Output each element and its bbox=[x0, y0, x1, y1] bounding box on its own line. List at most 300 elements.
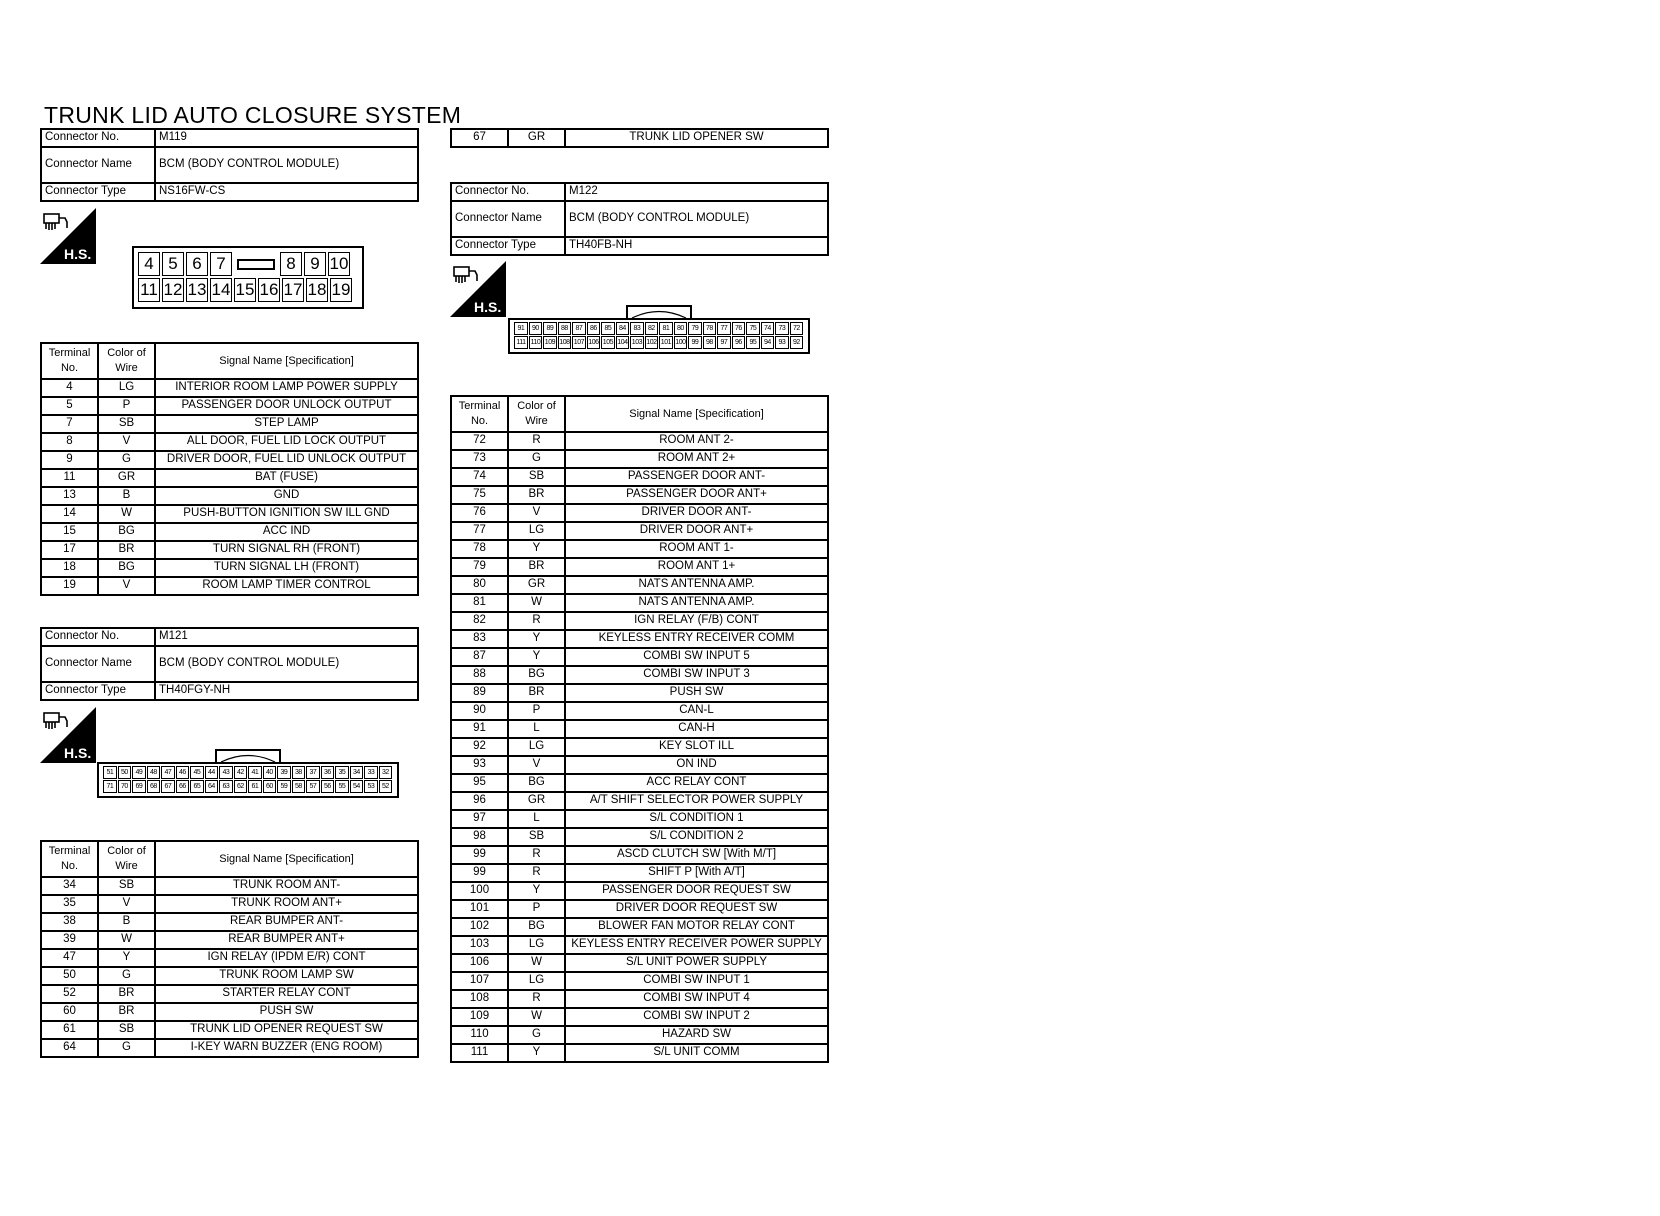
connector-pin: 63 bbox=[219, 780, 233, 793]
connector-pin: 45 bbox=[190, 766, 204, 779]
signal-name-cell: NATS ANTENNA AMP. bbox=[565, 594, 828, 612]
terminal-no-header: Terminal No. bbox=[451, 396, 508, 432]
connector-pin: 6 bbox=[186, 252, 208, 276]
connector-pin: 91 bbox=[514, 322, 528, 335]
connector-pin: 65 bbox=[190, 780, 204, 793]
signal-name-cell: KEYLESS ENTRY RECEIVER POWER SUPPLY bbox=[565, 936, 828, 954]
terminal-no-cell: 13 bbox=[41, 487, 98, 505]
connector-pin: 93 bbox=[775, 336, 789, 349]
svg-text:H.S.: H.S. bbox=[64, 745, 92, 761]
signal-name-header: Signal Name [Specification] bbox=[155, 841, 418, 877]
table-row bbox=[41, 877, 418, 895]
connector-m121-latch bbox=[215, 749, 281, 763]
connector-name-label: Connector Name bbox=[451, 201, 565, 237]
terminal-no-header: Terminal No. bbox=[41, 841, 98, 877]
terminal-no-cell: 34 bbox=[41, 877, 98, 895]
wire-color-cell: SB bbox=[98, 1021, 155, 1039]
signal-name-cell: ACC IND bbox=[155, 523, 418, 541]
connector-m122-latch bbox=[626, 305, 692, 319]
wire-color-cell: LG bbox=[508, 522, 565, 540]
connector-no-value: M121 bbox=[155, 628, 418, 646]
connector-pin: 88 bbox=[558, 322, 572, 335]
table-row bbox=[451, 504, 828, 522]
wire-color-cell: Y bbox=[508, 648, 565, 666]
signal-name-cell: GND bbox=[155, 487, 418, 505]
terminal-no-cell: 18 bbox=[41, 559, 98, 577]
connector-pin: 10 bbox=[328, 252, 350, 276]
terminal-no-cell: 11 bbox=[41, 469, 98, 487]
terminal-no-cell: 93 bbox=[451, 756, 508, 774]
wire-color-cell: LG bbox=[508, 936, 565, 954]
table-row bbox=[41, 1003, 418, 1021]
signal-name-cell: ALL DOOR, FUEL LID LOCK OUTPUT bbox=[155, 433, 418, 451]
table-row bbox=[451, 882, 828, 900]
signal-name-cell: ROOM ANT 2+ bbox=[565, 450, 828, 468]
connector-pin: 32 bbox=[379, 766, 393, 779]
wire-color-cell: G bbox=[508, 1026, 565, 1044]
table-row bbox=[451, 846, 828, 864]
wire-color-cell: B bbox=[98, 487, 155, 505]
terminal-no-cell: 9 bbox=[41, 451, 98, 469]
table-row bbox=[451, 558, 828, 576]
signal-name-cell: PASSENGER DOOR UNLOCK OUTPUT bbox=[155, 397, 418, 415]
connector-pin: 34 bbox=[350, 766, 364, 779]
connector-pin: 60 bbox=[263, 780, 277, 793]
connector-pin: 100 bbox=[674, 336, 688, 349]
table-row bbox=[451, 990, 828, 1008]
page-title: TRUNK LID AUTO CLOSURE SYSTEM bbox=[44, 102, 462, 128]
connector-pin: 19 bbox=[330, 278, 352, 302]
connector-m119-signal-table bbox=[40, 342, 419, 596]
terminal-no-cell: 83 bbox=[451, 630, 508, 648]
signal-name-cell: ROOM ANT 2- bbox=[565, 432, 828, 450]
terminal-no-cell: 7 bbox=[41, 415, 98, 433]
signal-name-cell: REAR BUMPER ANT- bbox=[155, 913, 418, 931]
table-row bbox=[451, 468, 828, 486]
wire-color-cell: V bbox=[98, 433, 155, 451]
connector-pin: 40 bbox=[263, 766, 277, 779]
connector-pin: 61 bbox=[248, 780, 262, 793]
table-row bbox=[41, 985, 418, 1003]
connector-pin: 87 bbox=[572, 322, 586, 335]
table-row bbox=[41, 487, 418, 505]
connector-pin: 36 bbox=[321, 766, 335, 779]
signal-name-cell: HAZARD SW bbox=[565, 1026, 828, 1044]
signal-name-cell: SHIFT P [With A/T] bbox=[565, 864, 828, 882]
signal-name-cell: S/L UNIT POWER SUPPLY bbox=[565, 954, 828, 972]
connector-pin: 81 bbox=[659, 322, 673, 335]
harness-side-icon bbox=[40, 707, 96, 763]
terminal-no-cell: 47 bbox=[41, 949, 98, 967]
connector-m119-info bbox=[40, 128, 419, 202]
connector-no-value: M122 bbox=[565, 183, 828, 201]
table-row bbox=[451, 432, 828, 450]
wire-color-cell: SB bbox=[98, 877, 155, 895]
terminal-no-cell: 35 bbox=[41, 895, 98, 913]
signal-name-cell: ROOM ANT 1+ bbox=[565, 558, 828, 576]
table-row bbox=[41, 1039, 418, 1057]
table-row bbox=[451, 918, 828, 936]
connector-pin: 44 bbox=[205, 766, 219, 779]
terminal-no-cell: 14 bbox=[41, 505, 98, 523]
table-row bbox=[451, 648, 828, 666]
wire-color-cell: Y bbox=[508, 882, 565, 900]
signal-name-header: Signal Name [Specification] bbox=[155, 343, 418, 379]
connector-pin: 107 bbox=[572, 336, 586, 349]
signal-name-cell: BLOWER FAN MOTOR RELAY CONT bbox=[565, 918, 828, 936]
connector-pin: 108 bbox=[558, 336, 572, 349]
connector-pin: 67 bbox=[161, 780, 175, 793]
terminal-no-cell: 19 bbox=[41, 577, 98, 595]
signal-name-cell: COMBI SW INPUT 3 bbox=[565, 666, 828, 684]
table-row bbox=[41, 469, 418, 487]
connector-pin: 99 bbox=[688, 336, 702, 349]
connector-pin: 43 bbox=[219, 766, 233, 779]
wire-color-cell: G bbox=[98, 451, 155, 469]
wire-color-cell: BR bbox=[508, 486, 565, 504]
table-row bbox=[451, 684, 828, 702]
signal-name-cell: COMBI SW INPUT 1 bbox=[565, 972, 828, 990]
connector-pin: 48 bbox=[147, 766, 161, 779]
connector-pin: 72 bbox=[790, 322, 804, 335]
terminal-no-cell: 4 bbox=[41, 379, 98, 397]
wire-color-cell: V bbox=[98, 895, 155, 913]
terminal-no-cell: 74 bbox=[451, 468, 508, 486]
connector-pin: 58 bbox=[292, 780, 306, 793]
terminal-no-cell: 103 bbox=[451, 936, 508, 954]
connector-pin: 57 bbox=[306, 780, 320, 793]
connector-pin: 41 bbox=[248, 766, 262, 779]
connector-pin: 86 bbox=[587, 322, 601, 335]
table-row bbox=[41, 967, 418, 985]
signal-name-cell: STEP LAMP bbox=[155, 415, 418, 433]
connector-pin: 80 bbox=[674, 322, 688, 335]
terminal-no-cell: 90 bbox=[451, 702, 508, 720]
connector-pin: 110 bbox=[529, 336, 543, 349]
table-row bbox=[451, 1026, 828, 1044]
signal-name-cell: ROOM ANT 1- bbox=[565, 540, 828, 558]
terminal-no-cell: 80 bbox=[451, 576, 508, 594]
wire-color-cell: LG bbox=[508, 972, 565, 990]
connector-pin: 101 bbox=[659, 336, 673, 349]
harness-side-icon bbox=[40, 208, 96, 264]
connector-pin: 109 bbox=[543, 336, 557, 349]
wire-color-cell: L bbox=[508, 720, 565, 738]
table-row bbox=[451, 864, 828, 882]
wire-color-cell: P bbox=[508, 900, 565, 918]
wire-color-cell: L bbox=[508, 810, 565, 828]
connector-pin: 55 bbox=[335, 780, 349, 793]
terminal-no-cell: 75 bbox=[451, 486, 508, 504]
connector-pin: 33 bbox=[364, 766, 378, 779]
color-of-wire-header: Color of Wire bbox=[98, 343, 155, 379]
signal-name-cell: KEY SLOT ILL bbox=[565, 738, 828, 756]
connector-pin: 7 bbox=[210, 252, 232, 276]
terminal-no-cell: 60 bbox=[41, 1003, 98, 1021]
signal-name-cell: S/L CONDITION 1 bbox=[565, 810, 828, 828]
signal-name-cell: DRIVER DOOR ANT- bbox=[565, 504, 828, 522]
signal-name-cell: A/T SHIFT SELECTOR POWER SUPPLY bbox=[565, 792, 828, 810]
table-row bbox=[451, 702, 828, 720]
table-row bbox=[41, 397, 418, 415]
terminal-no-cell: 101 bbox=[451, 900, 508, 918]
terminal-no-cell: 98 bbox=[451, 828, 508, 846]
connector-pin: 103 bbox=[630, 336, 644, 349]
connector-name-label: Connector Name bbox=[41, 147, 155, 183]
wire-color-cell: GR bbox=[508, 576, 565, 594]
connector-pin: 97 bbox=[717, 336, 731, 349]
wire-color-cell: BR bbox=[98, 541, 155, 559]
wire-color-cell: BG bbox=[508, 918, 565, 936]
wire-color-cell: R bbox=[508, 864, 565, 882]
connector-pin: 98 bbox=[703, 336, 717, 349]
connector-pin: 84 bbox=[616, 322, 630, 335]
table-row bbox=[451, 936, 828, 954]
connector-pin: 85 bbox=[601, 322, 615, 335]
table-row bbox=[451, 774, 828, 792]
table-row bbox=[451, 720, 828, 738]
table-row bbox=[451, 810, 828, 828]
connector-pin: 11 bbox=[138, 278, 160, 302]
terminal-no-cell: 109 bbox=[451, 1008, 508, 1026]
signal-name-header: Signal Name [Specification] bbox=[565, 396, 828, 432]
terminal-no-cell: 72 bbox=[451, 432, 508, 450]
connector-pin: 42 bbox=[234, 766, 248, 779]
connector-name-value: BCM (BODY CONTROL MODULE) bbox=[565, 201, 828, 237]
terminal-no-cell: 64 bbox=[41, 1039, 98, 1057]
table-row bbox=[451, 756, 828, 774]
terminal-no-cell: 97 bbox=[451, 810, 508, 828]
wire-color-cell: W bbox=[508, 594, 565, 612]
signal-name-cell: S/L CONDITION 2 bbox=[565, 828, 828, 846]
connector-no-value: M119 bbox=[155, 129, 418, 147]
connector-pin: 18 bbox=[306, 278, 328, 302]
connector-pin: 49 bbox=[132, 766, 146, 779]
connector-pin: 74 bbox=[761, 322, 775, 335]
table-row bbox=[451, 450, 828, 468]
wire-color-cell: R bbox=[508, 846, 565, 864]
terminal-no-cell: 50 bbox=[41, 967, 98, 985]
connector-pin: 47 bbox=[161, 766, 175, 779]
wire-color-cell: Y bbox=[508, 1044, 565, 1062]
terminal-no-cell: 39 bbox=[41, 931, 98, 949]
table-row bbox=[451, 540, 828, 558]
table-row bbox=[41, 523, 418, 541]
wire-color-cell: Y bbox=[508, 540, 565, 558]
signal-name-cell: BAT (FUSE) bbox=[155, 469, 418, 487]
connector-pin: 102 bbox=[645, 336, 659, 349]
terminal-no-cell: 99 bbox=[451, 864, 508, 882]
wire-color-cell: W bbox=[508, 1008, 565, 1026]
connector-pin: 76 bbox=[732, 322, 746, 335]
wire-color-cell: G bbox=[98, 967, 155, 985]
terminal-no-cell: 61 bbox=[41, 1021, 98, 1039]
terminal-no-cell: 81 bbox=[451, 594, 508, 612]
wire-color-cell: GR bbox=[508, 792, 565, 810]
connector-pin: 14 bbox=[210, 278, 232, 302]
table-row bbox=[451, 972, 828, 990]
table-row bbox=[41, 949, 418, 967]
terminal-no-cell: 87 bbox=[451, 648, 508, 666]
connector-pin: 82 bbox=[645, 322, 659, 335]
connector-name-value: BCM (BODY CONTROL MODULE) bbox=[155, 646, 418, 682]
table-row bbox=[41, 541, 418, 559]
table-row bbox=[41, 505, 418, 523]
connector-pin: 8 bbox=[280, 252, 302, 276]
connector-no-label: Connector No. bbox=[41, 129, 155, 147]
connector-m122-info bbox=[450, 182, 829, 256]
signal-name-cell: CAN-H bbox=[565, 720, 828, 738]
connector-pin: 13 bbox=[186, 278, 208, 302]
connector-m121-signal-table bbox=[40, 840, 419, 1058]
signal-name-cell: PUSH SW bbox=[155, 1003, 418, 1021]
signal-name-cell: S/L UNIT COMM bbox=[565, 1044, 828, 1062]
wire-color-cell: SB bbox=[508, 468, 565, 486]
terminal-no-cell: 77 bbox=[451, 522, 508, 540]
connector-pin: 69 bbox=[132, 780, 146, 793]
signal-name-cell: TRUNK ROOM LAMP SW bbox=[155, 967, 418, 985]
table-row bbox=[41, 913, 418, 931]
connector-type-value: TH40FGY-NH bbox=[155, 682, 418, 700]
connector-pin: 77 bbox=[717, 322, 731, 335]
signal-name-cell: DRIVER DOOR ANT+ bbox=[565, 522, 828, 540]
wire-color-cell: V bbox=[98, 577, 155, 595]
wire-color-cell: W bbox=[98, 505, 155, 523]
table-row bbox=[451, 594, 828, 612]
table-row bbox=[451, 900, 828, 918]
table-row bbox=[451, 612, 828, 630]
signal-name-cell: IGN RELAY (F/B) CONT bbox=[565, 612, 828, 630]
connector-pin: 16 bbox=[258, 278, 280, 302]
wire-color-cell: SB bbox=[508, 828, 565, 846]
connector-name-value: BCM (BODY CONTROL MODULE) bbox=[155, 147, 418, 183]
connector-m121-info bbox=[40, 627, 419, 701]
signal-name-cell: INTERIOR ROOM LAMP POWER SUPPLY bbox=[155, 379, 418, 397]
table-row bbox=[41, 415, 418, 433]
color-of-wire-header: Color of Wire bbox=[508, 396, 565, 432]
signal-name-cell: REAR BUMPER ANT+ bbox=[155, 931, 418, 949]
table-row bbox=[451, 486, 828, 504]
signal-name-cell: PUSH SW bbox=[565, 684, 828, 702]
signal-name-cell: PUSH-BUTTON IGNITION SW ILL GND bbox=[155, 505, 418, 523]
wire-color-cell: G bbox=[508, 450, 565, 468]
terminal-no-cell: 76 bbox=[451, 504, 508, 522]
terminal-no-cell: 15 bbox=[41, 523, 98, 541]
terminal-no-cell: 111 bbox=[451, 1044, 508, 1062]
wire-color-cell: V bbox=[508, 504, 565, 522]
wire-color-cell: BR bbox=[508, 558, 565, 576]
wire-color-cell: LG bbox=[508, 738, 565, 756]
connector-pin: 90 bbox=[529, 322, 543, 335]
connector-pin: 96 bbox=[732, 336, 746, 349]
table-row bbox=[451, 630, 828, 648]
connector-type-value: TH40FB-NH bbox=[565, 237, 828, 255]
connector-pin: 94 bbox=[761, 336, 775, 349]
wire-color-cell: BG bbox=[508, 774, 565, 792]
table-row bbox=[451, 1008, 828, 1026]
connector-pin: 52 bbox=[379, 780, 393, 793]
terminal-no-cell: 100 bbox=[451, 882, 508, 900]
terminal-no-cell: 108 bbox=[451, 990, 508, 1008]
terminal-no-cell: 89 bbox=[451, 684, 508, 702]
connector-type-label: Connector Type bbox=[451, 237, 565, 255]
table-row bbox=[41, 895, 418, 913]
wire-color-cell: SB bbox=[98, 415, 155, 433]
terminal-no-cell: 79 bbox=[451, 558, 508, 576]
wire-color-cell: W bbox=[508, 954, 565, 972]
connector-pin: 12 bbox=[162, 278, 184, 302]
connector-pin: 83 bbox=[630, 322, 644, 335]
wire-color-cell: BG bbox=[508, 666, 565, 684]
connector-pin: 62 bbox=[234, 780, 248, 793]
terminal-no-cell: 17 bbox=[41, 541, 98, 559]
terminal-no-cell: 73 bbox=[451, 450, 508, 468]
wire-color-cell: GR bbox=[508, 129, 565, 147]
connector-pin: 105 bbox=[601, 336, 615, 349]
table-row bbox=[451, 792, 828, 810]
connector-pin: 59 bbox=[277, 780, 291, 793]
wire-color-cell: BG bbox=[98, 523, 155, 541]
connector-pin: 78 bbox=[703, 322, 717, 335]
terminal-no-header: Terminal No. bbox=[41, 343, 98, 379]
terminal-no-cell: 96 bbox=[451, 792, 508, 810]
connector-pin: 75 bbox=[746, 322, 760, 335]
svg-text:H.S.: H.S. bbox=[474, 299, 502, 315]
signal-name-cell: TRUNK ROOM ANT+ bbox=[155, 895, 418, 913]
terminal-no-cell: 106 bbox=[451, 954, 508, 972]
signal-name-cell: TRUNK LID OPENER REQUEST SW bbox=[155, 1021, 418, 1039]
wire-color-cell: LG bbox=[98, 379, 155, 397]
key-slot-outline bbox=[237, 259, 275, 270]
signal-name-cell: NATS ANTENNA AMP. bbox=[565, 576, 828, 594]
signal-name-cell: TRUNK LID OPENER SW bbox=[565, 129, 828, 147]
signal-name-cell: IGN RELAY (IPDM E/R) CONT bbox=[155, 949, 418, 967]
table-row bbox=[41, 451, 418, 469]
connector-pin: 53 bbox=[364, 780, 378, 793]
connector-pin: 56 bbox=[321, 780, 335, 793]
connector-pin: 68 bbox=[147, 780, 161, 793]
wire-color-cell: V bbox=[508, 756, 565, 774]
terminal-no-cell: 78 bbox=[451, 540, 508, 558]
connector-m121-signal-table-continued bbox=[450, 128, 829, 148]
wire-color-cell: BR bbox=[98, 985, 155, 1003]
signal-name-cell: ASCD CLUTCH SW [With M/T] bbox=[565, 846, 828, 864]
wire-color-cell: R bbox=[508, 432, 565, 450]
terminal-no-cell: 92 bbox=[451, 738, 508, 756]
signal-name-cell: DRIVER DOOR REQUEST SW bbox=[565, 900, 828, 918]
connector-pin: 5 bbox=[162, 252, 184, 276]
signal-name-cell: COMBI SW INPUT 5 bbox=[565, 648, 828, 666]
connector-pin: 92 bbox=[790, 336, 804, 349]
table-row bbox=[451, 954, 828, 972]
wire-color-cell: G bbox=[98, 1039, 155, 1057]
connector-pin: 71 bbox=[103, 780, 117, 793]
table-row bbox=[451, 666, 828, 684]
terminal-no-cell: 95 bbox=[451, 774, 508, 792]
terminal-no-cell: 8 bbox=[41, 433, 98, 451]
connector-pin: 37 bbox=[306, 766, 320, 779]
table-row bbox=[451, 522, 828, 540]
signal-name-cell: TURN SIGNAL RH (FRONT) bbox=[155, 541, 418, 559]
terminal-no-cell: 102 bbox=[451, 918, 508, 936]
table-row bbox=[41, 559, 418, 577]
terminal-no-cell: 67 bbox=[451, 129, 508, 147]
table-row bbox=[451, 129, 828, 147]
table-row bbox=[451, 828, 828, 846]
connector-pin: 64 bbox=[205, 780, 219, 793]
color-of-wire-header: Color of Wire bbox=[98, 841, 155, 877]
signal-name-cell: ROOM LAMP TIMER CONTROL bbox=[155, 577, 418, 595]
